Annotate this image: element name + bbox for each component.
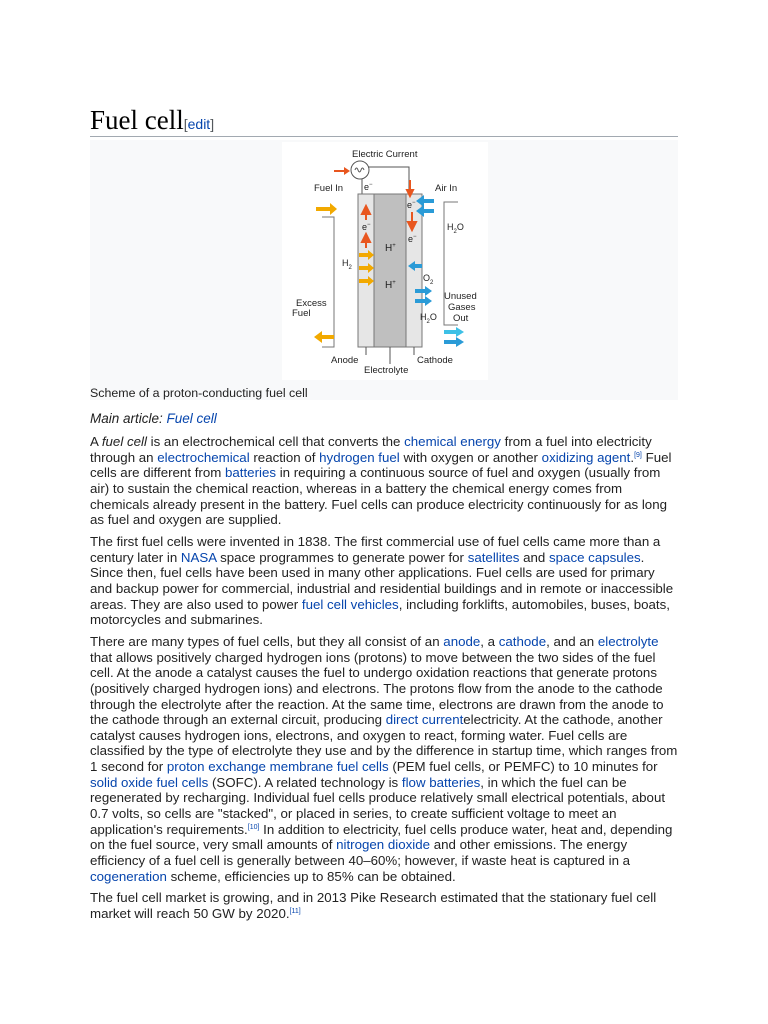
svg-text:H2O: $H_2O$ — [420, 312, 437, 325]
label-air-in: Air In — [435, 183, 458, 194]
link-nitrogen-dioxide[interactable]: nitrogen dioxide — [336, 837, 430, 853]
label-out: Out — [453, 313, 469, 324]
link-fuel-cell-vehicles[interactable]: fuel cell vehicles — [301, 596, 399, 612]
svg-text:e−: e− — [364, 182, 373, 192]
label-cathode: Cathode — [417, 355, 453, 366]
label-gases: Gases — [448, 302, 476, 313]
link-pem-fuel-cells[interactable]: proton exchange membrane fuel cells — [166, 759, 389, 775]
link-solid-oxide-fuel-cells[interactable]: solid oxide fuel cells — [90, 774, 209, 790]
link-anode[interactable]: anode — [443, 633, 481, 649]
edit-link[interactable]: edit — [187, 116, 211, 132]
excess-fuel-arrow — [314, 331, 334, 343]
svg-text:e−: e− — [407, 200, 416, 210]
link-space-capsules[interactable]: space capsules — [549, 549, 641, 565]
link-nasa[interactable]: NASA — [180, 549, 217, 565]
electrolyte — [374, 194, 406, 347]
unused-gases-arrow-1 — [444, 327, 464, 337]
link-direct-current[interactable]: direct current — [385, 712, 464, 728]
current-arrow — [334, 167, 350, 175]
section-heading — [90, 104, 678, 137]
main-article-hatnote: Main article: Fuel cell — [90, 411, 217, 426]
unused-gases-arrow-2 — [444, 337, 464, 347]
svg-text:O2: $O_2$ — [423, 273, 434, 286]
label-electrolyte: Electrolyte — [364, 365, 409, 376]
label-fuel: Fuel — [292, 308, 311, 319]
paragraph-1: A fuel cell is an electrochemical cell that converts the chemical energy from a fuel into electricity through an electrochemical reaction of hydrogen fuel with oxygen or another oxidizing agent.[9] Fuel cells are different from batteries in requiring a continuous source of fuel and oxygen (usually from air) to sustain the chemical reaction, whereas in a battery the chemical energy comes from chemicals already present in the battery. Fuel cells can produce electricity continuously for as long as fuel and oxygen are supplied. — [90, 434, 672, 528]
link-hydrogen-fuel[interactable]: hydrogen fuel — [319, 449, 400, 465]
link-satellites[interactable]: satellites — [467, 549, 520, 565]
label-fuel-in: Fuel In — [314, 183, 344, 194]
svg-text:e−: e− — [362, 222, 371, 232]
svg-text:e−: e− — [408, 234, 417, 244]
link-cathode[interactable]: cathode — [498, 633, 547, 649]
load-resistor — [351, 161, 369, 179]
section-title: Fuel cell — [90, 105, 184, 135]
article-body — [90, 434, 678, 928]
electron-arrow-cathode-top — [407, 180, 413, 196]
label-excess: Excess — [296, 298, 327, 309]
link-cogeneration[interactable]: cogeneration — [90, 868, 167, 884]
fuel-cell-diagram — [282, 142, 488, 380]
link-electrolyte[interactable]: electrolyte — [597, 633, 659, 649]
citation-11[interactable]: [11] — [289, 908, 301, 916]
label-electric-current: Electric Current — [352, 149, 418, 160]
edit-section: [edit] — [183, 116, 215, 132]
paragraph-2: The first fuel cells were invented in 1838. The first commercial use of fuel cells came more than a century later in NASA space programmes to generate power for satellites and space capsules. Since then, fuel cells have been used in many other applications. Fuel cells are used for primary and backup power for commercial, industrial and residential buildings and in remote or inaccessible areas. They are also used to power fuel cell vehicles, including forklifts, automobiles, buses, boats, motorcycles and submarines. — [90, 533, 674, 628]
link-electrochemical[interactable]: electrochemical — [157, 449, 250, 465]
figure-caption: Scheme of a proton-conducting fuel cell — [90, 386, 308, 400]
svg-text:H2O: $H_2O$ — [447, 222, 464, 235]
cathode — [406, 194, 422, 347]
link-flow-batteries[interactable]: flow batteries — [401, 774, 481, 790]
main-article-link[interactable]: Fuel cell — [166, 411, 217, 426]
citation-10[interactable]: [10] — [247, 823, 260, 831]
link-chemical-energy[interactable]: chemical energy — [404, 434, 501, 449]
link-oxidizing-agent[interactable]: oxidizing agent — [541, 449, 631, 465]
citation-9[interactable]: [9] — [634, 451, 642, 459]
proton-label-2: H+ — [385, 280, 396, 291]
fuel-in-arrow — [316, 203, 337, 215]
svg-text:H2: $H_2$ — [342, 258, 352, 271]
paragraph-3: There are many types of fuel cells, but they all consist of an anode, a cathode, and an electrolyte that allows positively charged hydrogen ions (protons) to move between the two sides of the fuel cell. At the anode a catalyst causes the fuel to undergo oxidation reactions that generate protons (positively charged hydrogen ions) and electrons. The protons flow from the anode to the cathode through the electrolyte after the reaction. At the same time, electrons are drawn from the anode to the cathode through an external circuit, producing direct currentelectricity. At the cathode, another catalyst causes hydrogen ions, electrons, and oxygen to react, forming water. Fuel cells are classified by the type of electrolyte they use and by the difference in startup time, which ranges from 1 second for proton exchange membrane fuel cells (PEM fuel cells, or PEMFC) to 10 minutes for solid oxide fuel cells (SOFC). A related technology is flow batteries, in which the fuel can be regenerated by recharging. Individual fuel cells produce relatively small electrical potentials, about 0.7 volts, so cells are "stacked", or placed in series, to create sufficient voltage to meet an application's requirements.[10] In addition to electricity, fuel cells produce water, heat and, depending on the fuel source, very small amounts of nitrogen dioxide and other emissions. The energy efficiency of a fuel cell is generally between 40–60%; however, if waste heat is captured in a cogeneration scheme, efficiencies up to 85% can be obtained. — [90, 633, 678, 884]
label-anode: Anode — [331, 355, 359, 366]
link-batteries[interactable]: batteries — [225, 465, 276, 481]
label-unused: Unused — [444, 291, 477, 302]
figure — [90, 140, 678, 400]
paragraph-4: The fuel cell market is growing, and in 2013 Pike Research estimated that the stationary fuel cell market will reach 50 GW by 2020.[11] — [90, 890, 657, 922]
proton-label-1: H+ — [385, 243, 396, 254]
